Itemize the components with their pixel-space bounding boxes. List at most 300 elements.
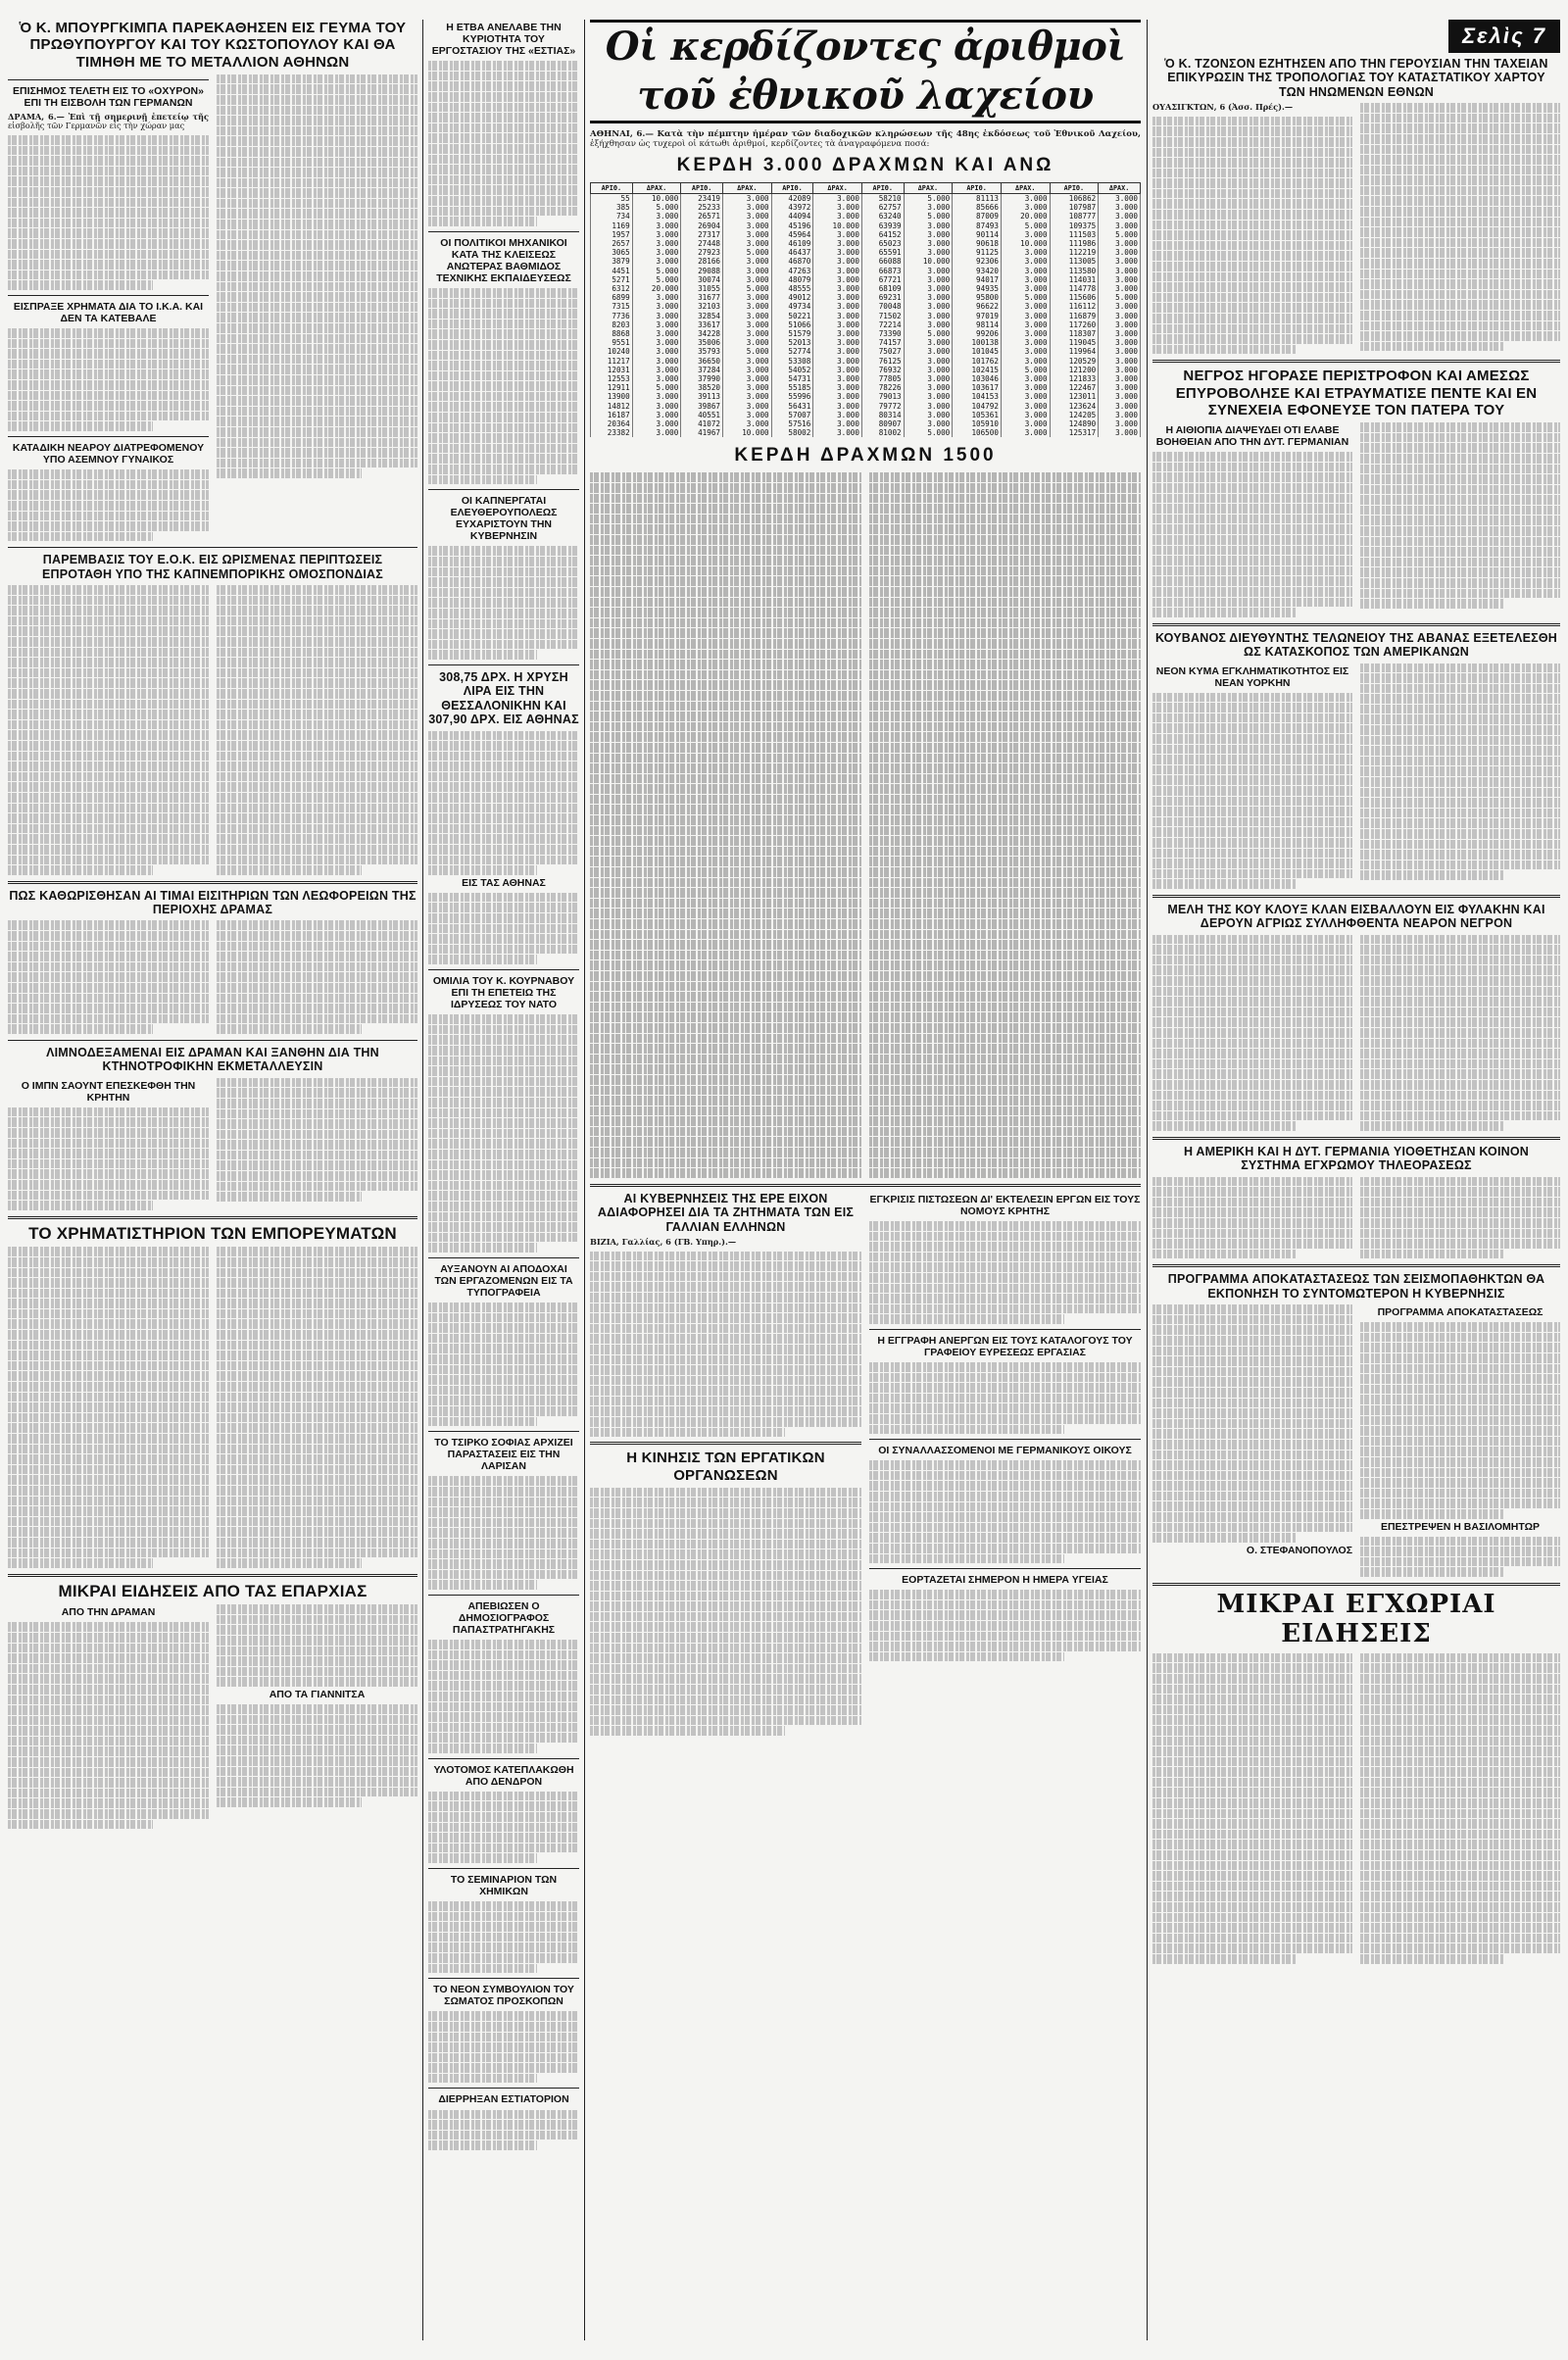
table-row (591, 411, 1141, 419)
lottery-cell: 7315 (591, 302, 633, 311)
number-line (590, 1064, 861, 1074)
lottery-cell: 11217 (591, 357, 633, 366)
lottery-cell: 3.000 (904, 275, 953, 284)
number-line (590, 576, 861, 586)
number-line (590, 515, 861, 524)
lottery-cell: 95800 (953, 293, 1002, 302)
lottery-cell: 3.000 (632, 419, 681, 428)
lottery-cell: 3.000 (722, 275, 771, 284)
lottery-cell: 3.000 (813, 230, 862, 239)
number-line (590, 535, 861, 545)
lottery-cell: 3.000 (632, 347, 681, 356)
article-headline: ΚΟΥΒΑΝΟΣ ΔΙΕΥΘΥΝΤΗΣ ΤΕΛΩΝΕΙΟΥ ΤΗΣ ΑΒΑΝΑΣ ΕΞΕΤΕΛΕΣΘΗ ΩΣ ΚΑΤΑΣΚΟΠΟΣ ΤΩΝ ΑΜΕΡΙΚΑΝΩΝ (1155, 630, 1557, 660)
lottery-cell: 3.000 (722, 239, 771, 248)
lottery-cell: 52774 (771, 347, 813, 356)
lottery-cell: 3.000 (632, 402, 681, 411)
table-row (591, 338, 1141, 347)
number-line (590, 847, 861, 857)
lottery-cell: 46437 (771, 248, 813, 257)
lottery-cell: 123011 (1050, 392, 1099, 401)
lottery-cell: 3.000 (904, 374, 953, 383)
number-line (590, 1012, 861, 1022)
lottery-cell: 6312 (591, 284, 633, 293)
lottery-cell: 111986 (1050, 239, 1099, 248)
lottery-cell: 3.000 (813, 383, 862, 392)
lottery-cell: 94017 (953, 275, 1002, 284)
number-line (590, 951, 861, 960)
lottery-cell: 3.000 (813, 357, 862, 366)
lottery-cell: 3.000 (813, 194, 862, 204)
number-line (590, 1034, 861, 1044)
lottery-cell: 3.000 (904, 239, 953, 248)
number-line (590, 712, 861, 721)
lottery-cell: 55 (591, 194, 633, 204)
lottery-cell: 3.000 (904, 366, 953, 374)
lottery-cell: 3.000 (1099, 392, 1141, 401)
number-line (590, 774, 861, 784)
table-row (591, 320, 1141, 329)
number-line (590, 805, 861, 814)
number-line (869, 743, 1141, 753)
lottery-cell: 3.000 (722, 267, 771, 275)
lottery-cell: 97019 (953, 312, 1002, 320)
lottery-cell: 3.000 (1099, 411, 1141, 419)
number-line (590, 639, 861, 649)
lottery-cell: 3.000 (722, 203, 771, 212)
lottery-cell: 119964 (1050, 347, 1099, 356)
lottery-column-header: ΑΡΙΘ. (681, 183, 723, 194)
lottery-cell: 72214 (861, 320, 904, 329)
lottery-cell: 5.000 (904, 428, 953, 437)
lottery-cell: 8868 (591, 329, 633, 338)
number-line (869, 1158, 1141, 1168)
number-line (869, 1055, 1141, 1064)
lottery-cell: 79772 (861, 402, 904, 411)
lottery-cell: 3.000 (1099, 428, 1141, 437)
number-line (869, 754, 1141, 763)
lottery-cell: 104153 (953, 392, 1002, 401)
article-headline: ΚΑΤΑΔΙΚΗ ΝΕΑΡΟΥ ΔΙΑΤΡΕΦΟΜΕΝΟΥ ΥΠΟ ΑΣΕΜΝΟΥ ΓΥΝΑΙΚΟΣ (12, 442, 205, 467)
lottery-cell: 65591 (861, 248, 904, 257)
lottery-cell: 3.000 (813, 374, 862, 383)
lottery-cell: 23382 (591, 428, 633, 437)
lottery-cell: 20.000 (632, 284, 681, 293)
number-line (869, 940, 1141, 950)
number-line (590, 556, 861, 565)
table-row (591, 366, 1141, 374)
number-line (869, 712, 1141, 721)
lottery-cell: 3.000 (1001, 312, 1050, 320)
lottery-cell: 101045 (953, 347, 1002, 356)
lottery-cell: 12553 (591, 374, 633, 383)
number-line (590, 857, 861, 866)
number-line (590, 598, 861, 608)
article-headline: ΟΙ ΠΟΛΙΤΙΚΟΙ ΜΗΧΑΝΙΚΟΙ ΚΑΤΑ ΤΗΣ ΚΛΕΙΣΕΩΣ ΑΝΩΤΕΡΑΣ ΒΑΘΜΙΔΟΣ ΤΕΧΝΙΚΗΣ ΕΚΠΑΙΔΕΥΣΕΩΣ (436, 236, 571, 284)
lottery-cell: 5.000 (632, 203, 681, 212)
table-row (591, 239, 1141, 248)
lottery-cell: 5.000 (632, 267, 681, 275)
lottery-cell: 62757 (861, 203, 904, 212)
lottery-cell: 27317 (681, 230, 723, 239)
lottery-cell: 43972 (771, 203, 813, 212)
lottery-cell: 26571 (681, 212, 723, 221)
lottery-cell: 12911 (591, 383, 633, 392)
lottery-cell: 3.000 (1099, 275, 1141, 284)
lottery-cell: 121833 (1050, 374, 1099, 383)
lottery-cell: 5.000 (1001, 221, 1050, 230)
number-line (869, 784, 1141, 794)
lottery-cell: 54052 (771, 366, 813, 374)
lottery-cell: 3.000 (813, 302, 862, 311)
lottery-cell: 77805 (861, 374, 904, 383)
lottery-cell: 100138 (953, 338, 1002, 347)
lottery-cell: 3.000 (1099, 312, 1141, 320)
lottery-cell: 5.000 (904, 329, 953, 338)
lottery-cell: 35006 (681, 338, 723, 347)
lottery-cell: 3.000 (813, 428, 862, 437)
article-subheading: ΠΡΟΓΡΑΜΜΑ ΑΠΟΚΑΤΑΣΤΑΣΕΩΣ (1377, 1306, 1544, 1319)
table-row (591, 275, 1141, 284)
lottery-cell: 16187 (591, 411, 633, 419)
lottery-cell: 124890 (1050, 419, 1099, 428)
lottery-masthead: Οἱ κερδίζοντες ἀριθμοὶ τοῦ ἐθνικοῦ λαχείου (590, 20, 1141, 123)
number-line (869, 774, 1141, 784)
lottery-cell: 5.000 (904, 194, 953, 204)
lottery-cell: 3.000 (632, 411, 681, 419)
lottery-cell: 42089 (771, 194, 813, 204)
lottery-cell: 5.000 (904, 212, 953, 221)
lottery-cell: 31677 (681, 293, 723, 302)
lottery-cell: 80907 (861, 419, 904, 428)
article-lead: ΟΥΑΣΙΓΚΤΩΝ, 6 (Ἀσσ. Πρές).— (1152, 102, 1294, 113)
table-row (591, 419, 1141, 428)
lottery-cell: 57007 (771, 411, 813, 419)
lottery-cell: 99206 (953, 329, 1002, 338)
lottery-cell: 3.000 (1001, 383, 1050, 392)
number-line (869, 472, 1141, 482)
lottery-cell: 3.000 (1001, 284, 1050, 293)
number-line (869, 1116, 1141, 1126)
number-line (869, 836, 1141, 846)
lottery-cell: 5271 (591, 275, 633, 284)
lottery-cell: 64152 (861, 230, 904, 239)
lottery-cell: 20364 (591, 419, 633, 428)
number-line (590, 566, 861, 576)
article-headline: ΥΛΟΤΟΜΟΣ ΚΑΤΕΠΛΑΚΩΘΗ ΑΠΟ ΔΕΝΔΡΟΝ (433, 1763, 574, 1788)
article-signature: Ο. ΣΤΕΦΑΝΟΠΟΥΛΟΣ (1246, 1544, 1352, 1556)
number-line (590, 888, 861, 898)
number-line (590, 909, 861, 918)
number-line (590, 722, 861, 732)
number-line (869, 1106, 1141, 1116)
lottery-cell: 85666 (953, 203, 1002, 212)
lottery-cell: 10.000 (722, 428, 771, 437)
article-headline: Ὁ Κ. ΜΠΟΥΡΓΚΙΜΠΑ ΠΑΡΕΚΑΘΗΣΕΝ ΕΙΣ ΓΕΥΜΑ ΤΟΥ ΠΡΩΘΥΠΟΥΡΓΟΥ ΚΑΙ ΤΟΥ ΚΩΣΤΟΠΟΥΛΟΥ ΚΑΙ ΘΑ ΤΙΜΗΘΗ ΜΕ ΤΟ ΜΕΤΑΛΛΙΟΝ ΑΘΗΝΩΝ (19, 20, 407, 71)
number-line (869, 815, 1141, 825)
lottery-cell: 105910 (953, 419, 1002, 428)
lottery-cell: 3.000 (1099, 257, 1141, 266)
lottery-cell: 3.000 (632, 312, 681, 320)
lottery-cell: 3.000 (632, 392, 681, 401)
table-row (591, 230, 1141, 239)
lottery-cell: 96622 (953, 302, 1002, 311)
lottery-cell: 3.000 (722, 221, 771, 230)
number-line (869, 899, 1141, 909)
lottery-cell: 3.000 (1001, 392, 1050, 401)
number-line (869, 702, 1141, 712)
left-column (8, 20, 417, 1830)
lottery-cell: 114778 (1050, 284, 1099, 293)
lottery-cell: 3.000 (632, 329, 681, 338)
number-line (590, 524, 861, 534)
table-row (591, 267, 1141, 275)
lottery-cell: 3.000 (904, 312, 953, 320)
lottery-cell: 29088 (681, 267, 723, 275)
lottery-cell: 106500 (953, 428, 1002, 437)
lottery-cell: 103617 (953, 383, 1002, 392)
lottery-cell: 3.000 (813, 275, 862, 284)
article-headline: Η ΕΤΒΑ ΑΝΕΛΑΒΕ ΤΗΝ ΚΥΡΙΟΤΗΤΑ ΤΟΥ ΕΡΓΟΣΤΑΣΙΟΥ ΤΗΣ «ΕΣΤΙΑΣ» (431, 22, 576, 58)
lottery-cell: 3.000 (1099, 221, 1141, 230)
number-line (590, 691, 861, 701)
lottery-cell: 125317 (1050, 428, 1099, 437)
lottery-intro: ΑΘΗΝΑΙ, 6.— Κατὰ τὴν πέμπτην ἡμέραν τῶν διαδοχικῶν κληρώσεων τῆς 48ης ἐκδόσεως τοῦ Ἐθνικοῦ Λαχείου, ἐξήχθησαν ὡς τυχεροὶ οἱ κάτωθι ἀριθμοί, κερδίζοντες τὰ ἀναγραφόμενα ποσά: (590, 129, 1141, 149)
lottery-cell: 3.000 (632, 374, 681, 383)
lottery-cell: 3.000 (813, 284, 862, 293)
lottery-cell: 3.000 (722, 320, 771, 329)
lottery-cell: 5.000 (1001, 293, 1050, 302)
lottery-cell: 3.000 (813, 257, 862, 266)
lottery-column-header: ΑΡΙΘ. (861, 183, 904, 194)
lottery-cell: 3.000 (632, 239, 681, 248)
lottery-cell: 54731 (771, 374, 813, 383)
lottery-cell: 4451 (591, 267, 633, 275)
lottery-1500-block (590, 472, 1141, 1178)
lottery-cell: 1957 (591, 230, 633, 239)
lottery-cell: 3.000 (1099, 329, 1141, 338)
lottery-cell: 3.000 (1099, 284, 1141, 293)
lottery-cell: 108777 (1050, 212, 1099, 221)
lottery-cell: 3.000 (904, 357, 953, 366)
lottery-cell: 50221 (771, 312, 813, 320)
lottery-cell: 104792 (953, 402, 1002, 411)
lottery-cell: 3.000 (1099, 419, 1141, 428)
number-line (869, 566, 1141, 576)
lottery-cell: 3.000 (1099, 374, 1141, 383)
lottery-cell: 45196 (771, 221, 813, 230)
lottery-cell: 3.000 (1001, 302, 1050, 311)
number-line (590, 1086, 861, 1096)
number-line (590, 754, 861, 763)
lottery-cell: 3.000 (813, 203, 862, 212)
lottery-cell: 3.000 (722, 366, 771, 374)
table-row (591, 329, 1141, 338)
lottery-heading-3000: ΚΕΡΔΗ 3.000 ΔΡΑΧΜΩΝ ΚΑΙ ΑΝΩ (676, 155, 1054, 175)
lottery-cell: 101762 (953, 357, 1002, 366)
lottery-cell: 3.000 (813, 248, 862, 257)
lottery-cell: 68109 (861, 284, 904, 293)
lottery-cell: 40551 (681, 411, 723, 419)
lottery-cell: 91125 (953, 248, 1002, 257)
lottery-cell: 3.000 (722, 230, 771, 239)
number-line (590, 608, 861, 617)
lottery-cell: 114031 (1050, 275, 1099, 284)
right-column (1152, 20, 1560, 1965)
lottery-cell: 3.000 (904, 302, 953, 311)
lottery-cell: 51066 (771, 320, 813, 329)
number-line (869, 982, 1141, 992)
number-line (869, 1075, 1141, 1085)
lottery-cell: 92306 (953, 257, 1002, 266)
lottery-cell: 3.000 (1001, 428, 1050, 437)
lottery-cell: 119045 (1050, 338, 1099, 347)
page-number-badge: Σελὶς 7 (1448, 20, 1560, 53)
lottery-column-header: ΔΡΑΧ. (813, 183, 862, 194)
number-line (869, 494, 1141, 504)
article-headline: ΠΑΡΕΜΒΑΣΙΣ ΤΟΥ Ε.Ο.Κ. ΕΙΣ ΩΡΙΣΜΕΝΑΣ ΠΕΡΙΠΤΩΣΕΙΣ ΕΠΡΟΤΑΘΗ ΥΠΟ ΤΗΣ ΚΑΠΝΕΜΠΟΡΙΚΗΣ ΟΜΟΣΠΟΝΔΙΑΣ (42, 553, 383, 581)
lottery-cell: 112219 (1050, 248, 1099, 257)
table-row (591, 374, 1141, 383)
lottery-cell: 5.000 (722, 248, 771, 257)
number-line (869, 795, 1141, 805)
lottery-cell: 41967 (681, 428, 723, 437)
lottery-cell: 81002 (861, 428, 904, 437)
number-line (869, 515, 1141, 524)
table-row (591, 248, 1141, 257)
lottery-cell: 46109 (771, 239, 813, 248)
number-line (869, 576, 1141, 586)
number-line (869, 960, 1141, 970)
lottery-cell: 8203 (591, 320, 633, 329)
number-line (590, 1106, 861, 1116)
article-headline: ΛΙΜΝΟΔΕΞΑΜΕΝΑΙ ΕΙΣ ΔΡΑΜΑΝ ΚΑΙ ΞΑΝΘΗΝ ΔΙΑ ΤΗΝ ΚΤΗΝΟΤΡΟΦΙΚΗΝ ΕΚΜΕΤΑΛΛΕΥΣΙΝ (46, 1045, 379, 1074)
number-line (590, 867, 861, 877)
number-line (869, 826, 1141, 836)
number-line (590, 650, 861, 660)
lottery-cell: 32103 (681, 302, 723, 311)
number-line (869, 888, 1141, 898)
lottery-cell: 3.000 (1001, 275, 1050, 284)
lottery-cell: 3.000 (813, 419, 862, 428)
lottery-cell: 66873 (861, 267, 904, 275)
article-headline: Ὁ Κ. ΤΖΟΝΣΟΝ ΕΖΗΤΗΣΕΝ ΑΠΟ ΤΗΝ ΓΕΡΟΥΣΙΑΝ ΤΗΝ ΤΑΧΕΙΑΝ ΕΠΙΚΥΡΩΣΙΝ ΤΗΣ ΤΡΟΠΟΛΟΓΙΑΣ ΤΟΥ ΚΑΤΑΣΤΑΤΙΚΟΥ ΧΑΡΤΟΥ ΤΩΝ ΗΝΩΜΕΝΩΝ ΕΘΝΩΝ (1164, 57, 1548, 99)
lottery-cell: 5.000 (1099, 230, 1141, 239)
article-headline: ΕΙΣΠΡΑΞΕ ΧΡΗΜΑΤΑ ΔΙΑ ΤΟ Ι.Κ.Α. ΚΑΙ ΔΕΝ ΤΑ ΚΑΤΕΒΑΛΕ (13, 300, 204, 325)
number-line (590, 960, 861, 970)
lottery-cell: 10.000 (1001, 239, 1050, 248)
table-row (591, 203, 1141, 212)
lottery-cell: 28166 (681, 257, 723, 266)
number-line (590, 1096, 861, 1106)
lottery-cell: 3.000 (1001, 411, 1050, 419)
lottery-cell: 13900 (591, 392, 633, 401)
lottery-cell: 123624 (1050, 402, 1099, 411)
lottery-cell: 3.000 (1099, 347, 1141, 356)
lottery-cell: 3.000 (904, 267, 953, 275)
article-headline: ΜΙΚΡΑΙ ΕΙΔΗΣΕΙΣ ΑΠΟ ΤΑΣ ΕΠΑΡΧΙΑΣ (58, 1581, 368, 1600)
lottery-cell: 5.000 (722, 347, 771, 356)
lottery-cell: 3879 (591, 257, 633, 266)
lottery-cell: 3.000 (1001, 203, 1050, 212)
lottery-cell: 3.000 (722, 392, 771, 401)
lottery-cell: 3.000 (632, 357, 681, 366)
lottery-cell: 116879 (1050, 312, 1099, 320)
number-line (869, 971, 1141, 981)
lottery-cell: 70048 (861, 302, 904, 311)
number-line (869, 504, 1141, 514)
lottery-cell: 3.000 (1001, 230, 1050, 239)
number-line (590, 618, 861, 628)
lottery-cell: 93420 (953, 267, 1002, 275)
table-row (591, 212, 1141, 221)
lottery-column-header: ΔΡΑΧ. (904, 183, 953, 194)
article-headline: ΕΠΙΣΗΜΟΣ ΤΕΛΕΤΗ ΕΙΣ ΤΟ «ΟΧΥΡΟΝ» ΕΠΙ ΤΗ ΕΙΣΒΟΛΗ ΤΩΝ ΓΕΡΜΑΝΩΝ (13, 84, 204, 109)
lottery-table (590, 182, 1141, 437)
article-headline: Ο ΙΜΠΝ ΣΑΟΥΝΤ ΕΠΕΣΚΕΦΘΗ ΤΗΝ ΚΡΗΤΗΝ (21, 1079, 196, 1104)
number-line (590, 732, 861, 742)
number-line (590, 982, 861, 992)
lottery-cell: 33617 (681, 320, 723, 329)
article-headline: Η ΚΙΝΗΣΙΣ ΤΩΝ ΕΡΓΑΤΙΚΩΝ ΟΡΓΑΝΩΣΕΩΝ (626, 1450, 825, 1484)
lottery-cell: 3.000 (1099, 239, 1141, 248)
lottery-cell: 3.000 (722, 357, 771, 366)
number-line (590, 971, 861, 981)
table-row (591, 257, 1141, 266)
lottery-cell: 76125 (861, 357, 904, 366)
lottery-cell: 27448 (681, 239, 723, 248)
number-line (590, 836, 861, 846)
lottery-cell: 3.000 (632, 293, 681, 302)
lottery-cell: 124205 (1050, 411, 1099, 419)
table-row (591, 383, 1141, 392)
lottery-cell: 32854 (681, 312, 723, 320)
lottery-cell: 90114 (953, 230, 1002, 239)
lottery-cell: 46870 (771, 257, 813, 266)
lottery-cell: 3.000 (904, 383, 953, 392)
lottery-cell: 3.000 (904, 338, 953, 347)
article-headline: ΕΟΡΤΑΖΕΤΑΙ ΣΗΜΕΡΟΝ Η ΗΜΕΡΑ ΥΓΕΙΑΣ (902, 1574, 1108, 1587)
number-line (869, 732, 1141, 742)
number-line (590, 795, 861, 805)
lottery-cell: 3.000 (813, 329, 862, 338)
article-headline: ΑΠΕΒΙΩΣΕΝ Ο ΔΗΜΟΣΙΟΓΡΑΦΟΣ ΠΑΠΑΣΤΡΑΤΗΓΑΚΗΣ (452, 1599, 556, 1637)
number-line (590, 1075, 861, 1085)
lottery-column-header: ΑΡΙΘ. (591, 183, 633, 194)
lottery-cell: 3.000 (1099, 248, 1141, 257)
lottery-cell: 3.000 (813, 338, 862, 347)
table-row (591, 221, 1141, 230)
lottery-column-header: ΔΡΑΧ. (722, 183, 771, 194)
number-line (590, 763, 861, 773)
lottery-cell: 3.000 (1001, 248, 1050, 257)
lottery-cell: 3.000 (813, 212, 862, 221)
number-line (869, 1034, 1141, 1044)
lottery-cell: 44094 (771, 212, 813, 221)
lottery-cell: 107987 (1050, 203, 1099, 212)
number-line (869, 618, 1141, 628)
number-line (869, 1096, 1141, 1106)
number-line (590, 784, 861, 794)
lottery-cell: 75027 (861, 347, 904, 356)
number-line (869, 763, 1141, 773)
lottery-cell: 122467 (1050, 383, 1099, 392)
lottery-cell: 3.000 (813, 320, 862, 329)
lottery-cell: 3.000 (813, 411, 862, 419)
lottery-cell: 66088 (861, 257, 904, 266)
lottery-cell: 3.000 (1001, 357, 1050, 366)
lottery-heading-1500: ΚΕΡΔΗ ΔΡΑΧΜΩΝ 1500 (734, 445, 997, 467)
number-line (869, 1137, 1141, 1147)
